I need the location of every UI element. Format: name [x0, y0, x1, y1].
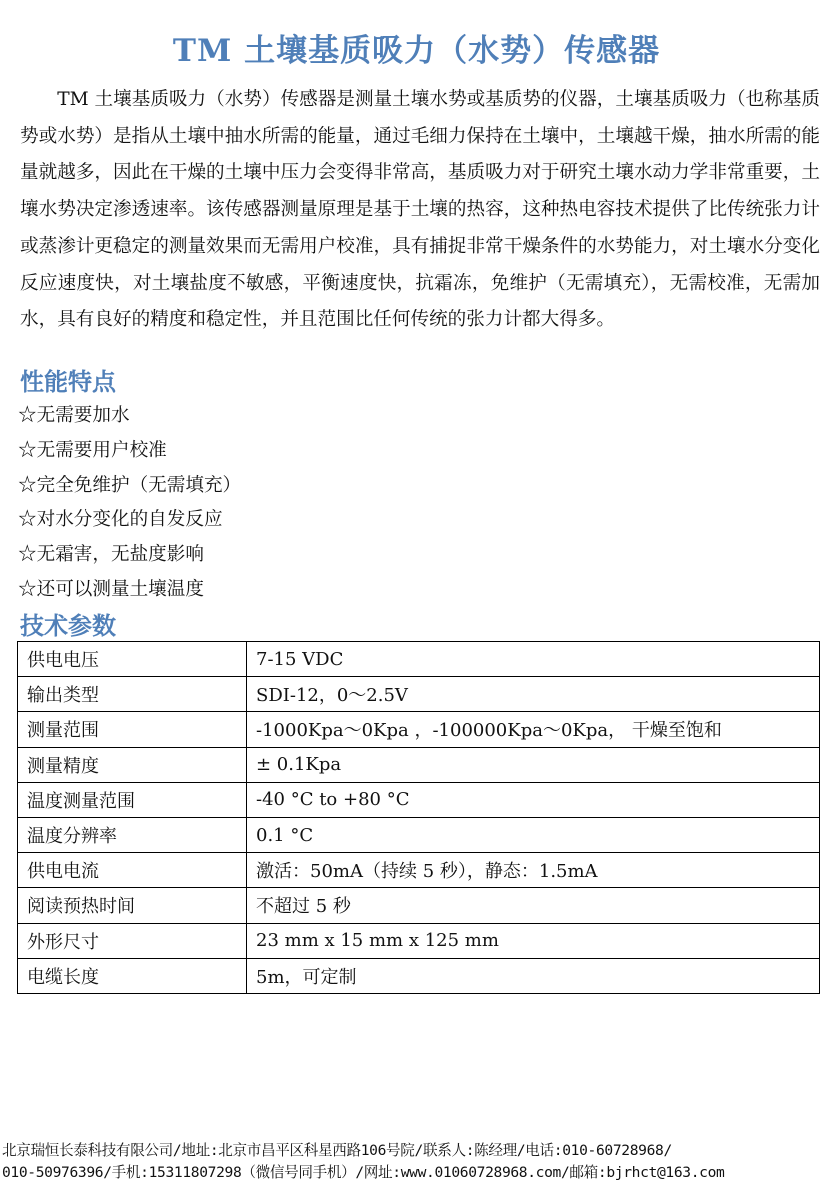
footer-line: 北京瑞恒长泰科技有限公司/地址:北京市昌平区科星西路106号院/联系人:陈经理/电话:010-60728968/	[2, 1142, 672, 1159]
spec-label: 供电电压	[18, 642, 247, 677]
table-row	[18, 642, 820, 677]
spec-value: 激活：50mA（持续 5 秒），静态：1.5mA	[247, 853, 820, 888]
spec-value: -1000Kpa～0Kpa ，-100000Kpa～0Kpa， 干燥至饱和	[247, 712, 820, 747]
specs-table	[17, 641, 820, 994]
spec-value: -40 °C to +80 °C	[247, 782, 820, 817]
spec-label: 供电电流	[18, 853, 247, 888]
page-title: TM 土壤基质吸力（水势）传感器	[172, 32, 661, 69]
spec-value: 0.1 °C	[247, 817, 820, 852]
feature-item: ☆无霜害，无盐度影响	[18, 544, 204, 566]
spec-label: 温度分辨率	[18, 817, 247, 852]
spec-label: 外形尺寸	[18, 923, 247, 958]
company-footer	[2, 1140, 832, 1184]
spec-value: 5m，可定制	[247, 958, 820, 993]
table-row	[18, 853, 820, 888]
table-row	[18, 958, 820, 993]
spec-label: 测量范围	[18, 712, 247, 747]
table-row	[18, 712, 820, 747]
spec-label: 阅读预热时间	[18, 888, 247, 923]
feature-item: ☆还可以测量土壤温度	[18, 578, 204, 600]
table-row	[18, 677, 820, 712]
spec-value: 不超过 5 秒	[247, 888, 820, 923]
features-list	[18, 399, 241, 608]
spec-value: 23 mm x 15 mm x 125 mm	[247, 923, 820, 958]
spec-label: 测量精度	[18, 747, 247, 782]
spec-label: 输出类型	[18, 677, 247, 712]
feature-item: ☆完全免维护（无需填充）	[18, 474, 242, 496]
feature-item: ☆对水分变化的自发反应	[18, 509, 223, 531]
table-row	[18, 747, 820, 782]
specs-heading: 技术参数	[20, 612, 116, 640]
spec-label: 电缆长度	[18, 958, 247, 993]
feature-item: ☆无需要用户校准	[18, 439, 167, 461]
spec-label: 温度测量范围	[18, 782, 247, 817]
table-row	[18, 782, 820, 817]
table-row	[18, 923, 820, 958]
intro-paragraph: TM 土壤基质吸力（水势）传感器是测量土壤水势或基质势的仪器，土壤基质吸力（也称基质势或水势）是指从土壤中抽水所需的能量，通过毛细力保持在土壤中，土壤越干燥，抽水所需的能量就越多，因此在干燥的土壤中压力会变得非常高，基质吸力对于研究土壤水动力学非常重要，土壤水势决定渗透速率。该传感器测量原理是基于土壤的热容，这种热电容技术提供了比传统张力计或蒸渗计更稳定的测量效果而无需用户校准，具有捕捉非常干燥条件的水势能力，对土壤水分变化反应速度快，对土壤盐度不敏感，平衡速度快，抗霜冻，免维护（无需填充），无需校准，无需加水，具有良好的精度和稳定性，并且范围比任何传统的张力计都大得多。	[20, 89, 820, 331]
spec-value: ± 0.1Kpa	[247, 747, 820, 782]
spec-value: SDI-12，0～2.5V	[247, 677, 820, 712]
table-row	[18, 888, 820, 923]
feature-item: ☆无需要加水	[18, 405, 130, 426]
spec-value: 7-15 VDC	[247, 642, 820, 677]
footer-line: 010-50976396/手机:15311807298（微信号同手机）/网址:www.01060728968.com/邮箱:bjrhct@163.com	[2, 1164, 725, 1181]
table-row	[18, 817, 820, 852]
features-heading: 性能特点	[20, 368, 116, 396]
